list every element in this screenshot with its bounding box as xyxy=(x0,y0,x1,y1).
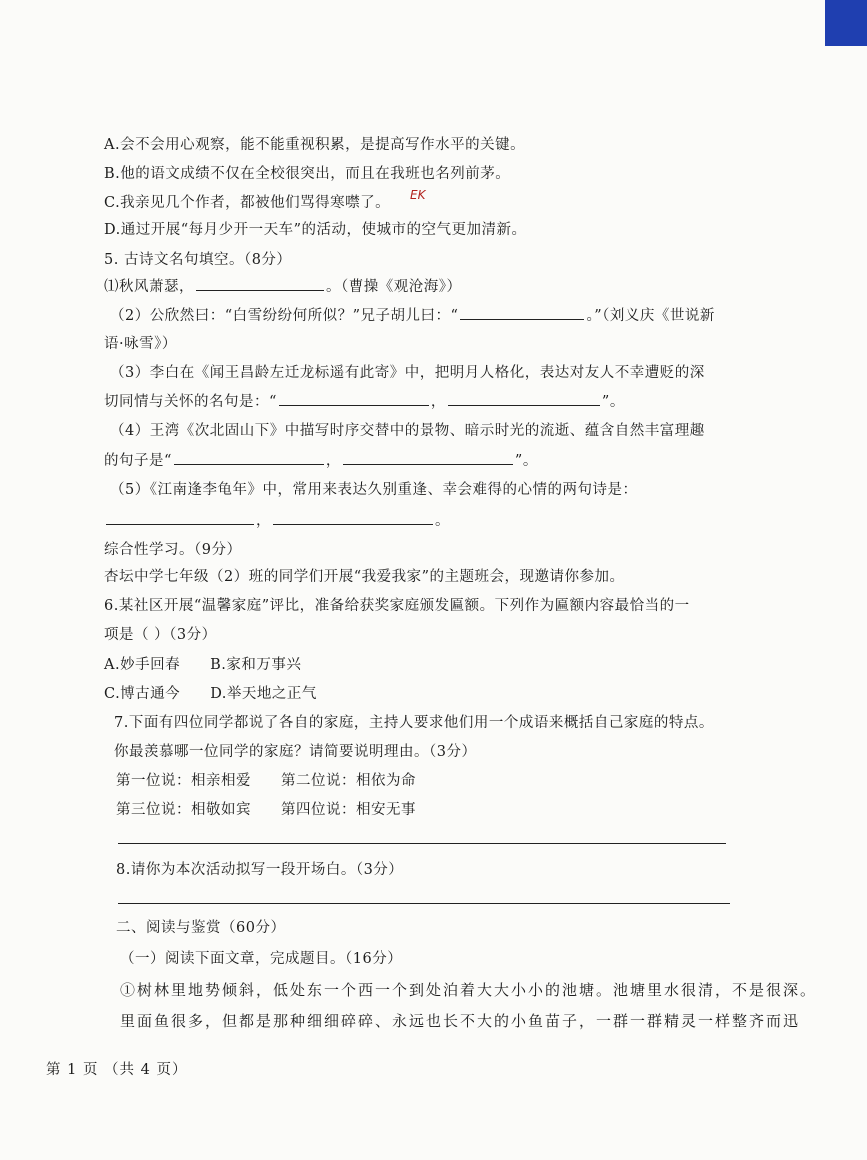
q5-1-suffix: 。（曹操《观沧海》） xyxy=(326,279,462,295)
q4-option-d: D.通过开展“每月少开一天车”的活动，使城市的空气更加清新。 xyxy=(104,222,527,238)
answer-blank[interactable] xyxy=(106,510,254,525)
handwritten-mark: EK xyxy=(410,188,426,202)
q7-row2 xyxy=(116,800,416,820)
q8-answer-line[interactable] xyxy=(118,903,730,904)
q7-speaker-4: 第四位说：相安无事 xyxy=(281,802,416,818)
q5-1-prefix: ⑴秋风萧瑟， xyxy=(104,279,194,295)
answer-blank[interactable] xyxy=(279,391,429,406)
q7-speaker-3: 第三位说：相敬如宾 xyxy=(116,802,251,818)
q5-4-comma: ， xyxy=(325,453,341,469)
q8-prompt: 8.请你为本次活动拟写一段开场白。（3分） xyxy=(116,862,404,878)
q6-option-d: D.举天地之正气 xyxy=(210,686,317,702)
q5-item-2-cont: 语·咏雪》） xyxy=(104,336,177,352)
q5-2-prefix: （2）公欣然曰：“白雪纷纷何所似？”兄子胡儿曰：“ xyxy=(110,308,459,324)
q7-line1: 7.下面有四位同学都说了各自的家庭，主持人要求他们用一个成语来概括自己家庭的特点。 xyxy=(114,715,714,731)
answer-blank[interactable] xyxy=(460,305,584,320)
q7-row1 xyxy=(116,771,416,791)
q5-item-1 xyxy=(104,276,462,297)
part2-title: 二、阅读与鉴赏（60分） xyxy=(116,920,286,936)
q6-options-row2 xyxy=(104,684,317,704)
answer-blank[interactable] xyxy=(448,391,600,406)
q5-3-prefix: 切同情与关怀的名句是：“ xyxy=(104,394,277,410)
q7-answer-line[interactable] xyxy=(118,843,726,844)
q6-option-a: A.妙手回春 xyxy=(104,657,181,673)
q5-item-3-line2 xyxy=(104,391,625,412)
q5-item-4-line2 xyxy=(104,450,538,471)
q4-option-c xyxy=(104,193,390,213)
q5-item-3-line1: （3）李白在《闻王昌龄左迁龙标遥有此寄》中，把明月人格化，表达对友人不幸遭贬的深 xyxy=(110,365,705,381)
q6-option-c: C.博古通今 xyxy=(104,686,181,702)
answer-blank[interactable] xyxy=(343,450,513,465)
q5-2-suffix: 。”（刘义庆《世说新 xyxy=(586,308,715,324)
q5-item-5-line1: （5）《江南逢李龟年》中，常用来表达久别重逢、幸会难得的心情的两句诗是： xyxy=(110,482,638,498)
answer-blank[interactable] xyxy=(196,276,324,291)
q5-5-suffix: 。 xyxy=(435,513,450,529)
q4-option-a: A.会不会用心观察，能不能重视积累，是提高写作水平的关键。 xyxy=(104,137,526,153)
q5-4-suffix: ”。 xyxy=(514,453,538,469)
part2-subtitle: （一）阅读下面文章，完成题目。（16分） xyxy=(120,951,403,967)
q6-line2: 项是（ ）（3分） xyxy=(104,627,217,643)
answer-blank[interactable] xyxy=(174,450,324,465)
q7-line2: 你最羡慕哪一位同学的家庭？请简要说明理由。（3分） xyxy=(114,744,477,760)
q6-option-b: B.家和万事兴 xyxy=(210,657,302,673)
q5-4-prefix: 的句子是“ xyxy=(104,453,172,469)
q5-item-2 xyxy=(110,305,715,326)
q5-5-comma: ， xyxy=(256,513,271,529)
q5-3-suffix: ”。 xyxy=(601,394,625,410)
reading-paragraph-line1: ①树林里地势倾斜，低处东一个西一个到处泊着大大小小的池塘。池塘里水很清，不是很深。 xyxy=(120,981,818,999)
page-footer: 第 1 页 （共 4 页） xyxy=(46,1062,188,1078)
q7-speaker-1: 第一位说：相亲相爱 xyxy=(116,773,251,789)
answer-blank[interactable] xyxy=(273,510,433,525)
q6-options-row1 xyxy=(104,655,301,675)
comprehensive-intro: 杏坛中学七年级（2）班的同学们开展“我爱我家”的主题班会，现邀请你参加。 xyxy=(104,569,625,585)
q5-3-comma: ， xyxy=(430,394,446,410)
q5-title: 5. 古诗文名句填空。（8分） xyxy=(104,252,292,268)
q4-option-c-text: C.我亲见几个作者，都被他们骂得寒噤了。 xyxy=(104,195,391,211)
q6-line1: 6.某社区开展“温馨家庭”评比，准备给获奖家庭颁发匾额。下列作为匾额内容最恰当的一 xyxy=(104,598,690,614)
q4-option-b: B.他的语文成绩不仅在全校很突出，而且在我班也名列前茅。 xyxy=(104,166,511,182)
q7-speaker-2: 第二位说：相依为命 xyxy=(281,773,416,789)
corner-tab xyxy=(825,0,867,46)
reading-paragraph-line2: 里面鱼很多，但都是那种细细碎碎、永远也长不大的小鱼苗子，一群一群精灵一样整齐而迅 xyxy=(120,1012,801,1030)
comprehensive-title: 综合性学习。（9分） xyxy=(104,542,242,558)
q5-item-4-line1: （4）王湾《次北固山下》中描写时序交替中的景物、暗示时光的流逝、蕴含自然丰富理趣 xyxy=(110,423,705,439)
q5-item-5-line2 xyxy=(104,510,450,531)
